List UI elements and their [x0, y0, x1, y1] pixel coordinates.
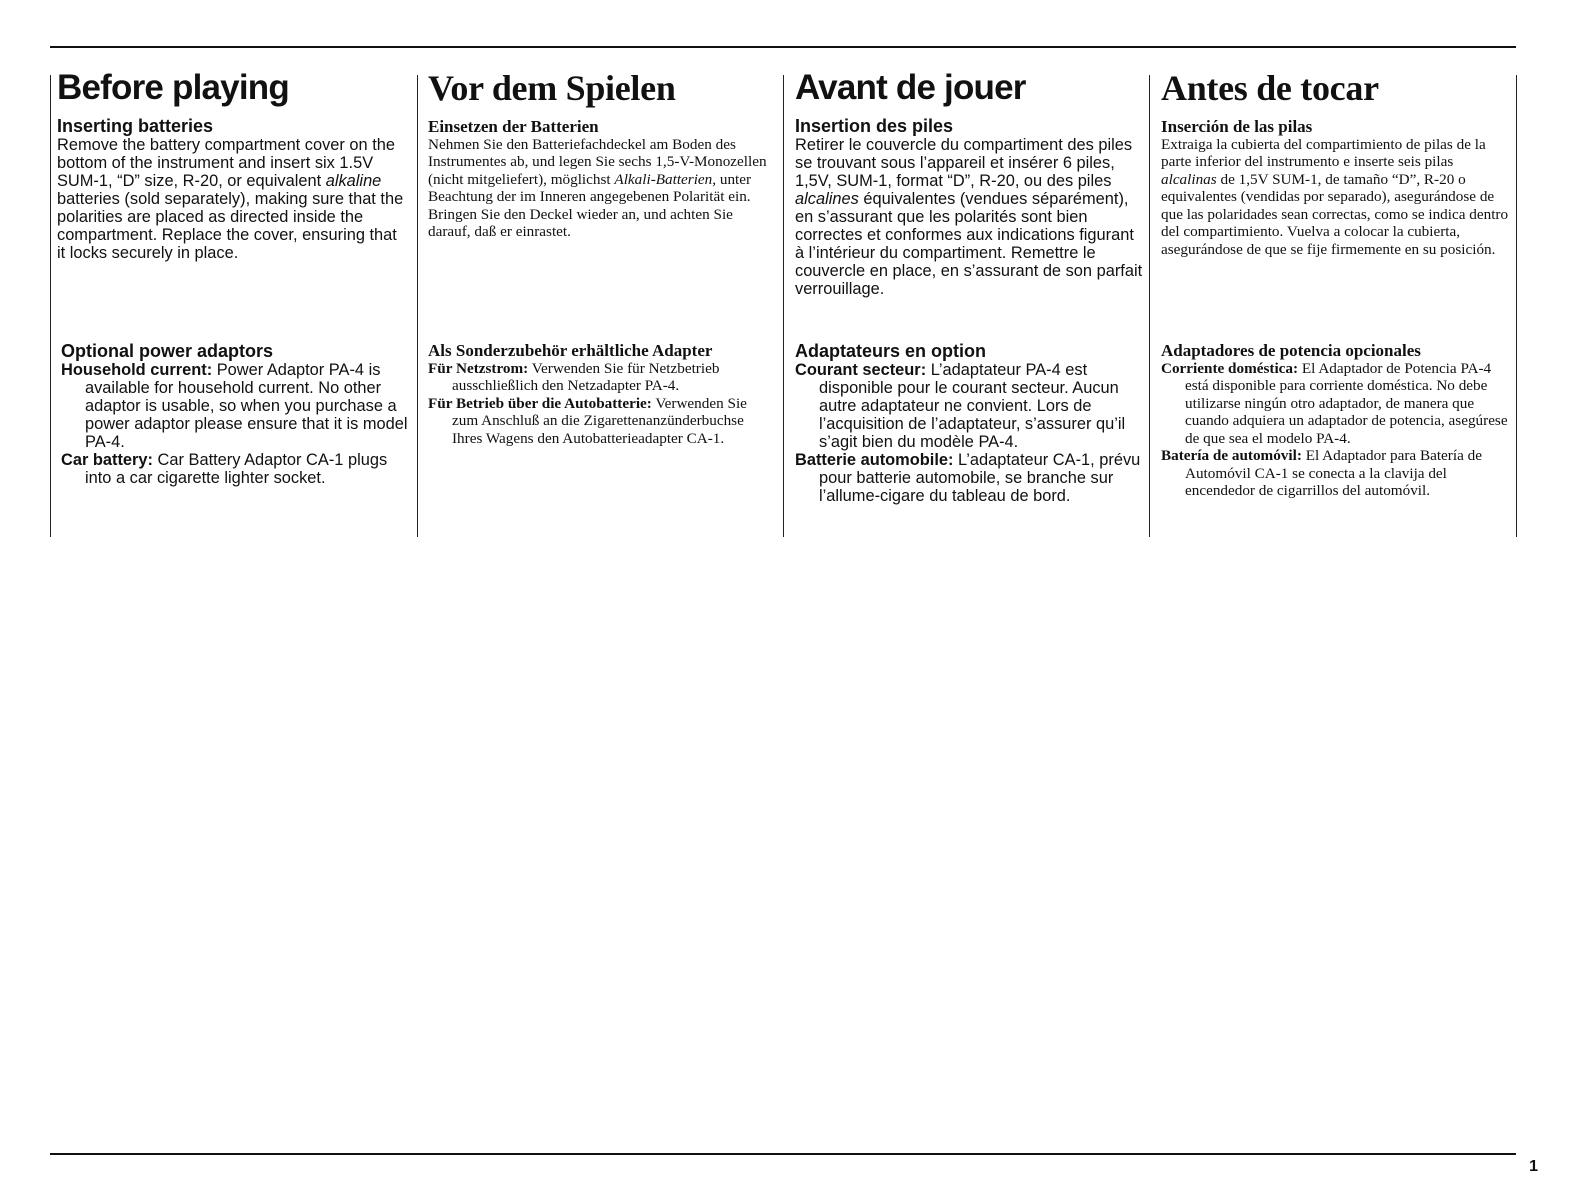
section-heading: Adaptateurs en option [795, 341, 987, 361]
list-item: Courant secteur: L’adaptateur PA-4 est disponible pour le courant secteur. Aucun autre adaptateur ne convient. Lors de l’acquisition de l’adaptateur, s’assurer qu’il s’agit bien du modèle PA-4. [795, 360, 1126, 451]
section-heading: Inserting batteries [57, 116, 214, 136]
column-divider-right-edge [1516, 75, 1517, 537]
section-heading: Als Sonderzubehör erhältliche Adapter [428, 341, 713, 360]
column-title: Vor dem Spielen [428, 68, 676, 108]
optional-adaptors-section [795, 342, 1143, 505]
optional-adaptors-section [428, 342, 776, 447]
column-german [428, 68, 776, 447]
section-heading: Insertion des piles [795, 116, 954, 136]
column-divider-1 [417, 75, 418, 537]
section-heading: Optional power adaptors [61, 341, 274, 361]
column-divider-3 [1149, 75, 1150, 537]
section-body: Nehmen Sie den Batteriefachdeckel am Boden des Instrumentes ab, und legen Sie sechs 1,5-V-Monozellen (nicht mitgeliefert), möglichst Alkali-Batterien, unter Beachtung der im Inneren angegebenen Polarität ein. Bringen Sie den Deckel wieder an, und achten Sie darauf, daß er einrastet. [428, 135, 767, 241]
section-body: Remove the battery compartment cover on the bottom of the instrument and insert six 1.5V SUM-1, “D” size, R-20, or equivalent alkaline batteries (sold separately), making sure that the polarities are placed as directed inside the compartment. Replace the cover, ensuring that it locks securely in place. [57, 135, 404, 262]
column-title: Before playing [57, 68, 289, 107]
list-item: Batería de automóvil: El Adaptador para Batería de Automóvil CA-1 se conecta a la clavija del encendedor de cigarrillos del automóvil. [1161, 447, 1482, 500]
column-french [795, 68, 1143, 505]
list-item: Batterie automobile: L’adaptateur CA-1, prévu pour batterie automobile, se branche sur l’allume-cigare du tableau de bord. [795, 450, 1141, 505]
page-number: 1 [1529, 1158, 1538, 1175]
column-english [57, 68, 409, 487]
column-divider-2 [783, 75, 784, 537]
list-item: Für Betrieb über die Autobatterie: Verwenden Sie zum Anschluß an die Zigarettenanzünderbuchse Ihres Wagens den Autobatterieadapter CA-1. [428, 394, 747, 447]
section-heading: Einsetzen der Batterien [428, 117, 599, 136]
optional-adaptors-section [57, 342, 409, 487]
column-title: Antes de tocar [1161, 68, 1379, 108]
column-divider-left-edge [50, 75, 51, 537]
section-body: Retirer le couvercle du compartiment des piles se trouvant sous l’appareil et insérer 6 piles, 1,5V, SUM-1, format “D”, R-20, ou des piles alcalines équivalentes (vendues séparément), en s’assurant que les polarités sont bien correctes et conformes aux indications figurant à l’intérieur du compartiment. Remettre le couvercle en place, en s’assurant de son parfait verrouillage. [795, 135, 1143, 298]
list-item: Household current: Power Adaptor PA-4 is available for household current. No other adaptor is usable, so when you purchase a power adaptor please ensure that it is model PA-4. [61, 360, 408, 451]
column-title: Avant de jouer [795, 68, 1026, 107]
top-rule [50, 46, 1516, 48]
optional-adaptors-section [1161, 342, 1509, 500]
list-item: Für Netzstrom: Verwenden Sie für Netzbetrieb ausschließlich den Netzadapter PA-4. [428, 359, 720, 395]
column-spanish [1161, 68, 1509, 500]
list-item: Car battery: Car Battery Adaptor CA-1 plugs into a car cigarette lighter socket. [61, 450, 388, 487]
section-heading: Inserción de las pilas [1161, 117, 1313, 136]
list-item: Corriente doméstica: El Adaptador de Potencia PA-4 está disponible para corriente doméstica. No debe utilizarse ningún otro adaptador, de manera que cuando adquiera un adaptador de potencia, asegúrese de que sea el modelo PA-4. [1161, 359, 1508, 447]
bottom-rule [50, 1153, 1516, 1155]
section-body: Extraiga la cubierta del compartimiento de pilas de la parte inferior del instrumento e inserte seis pilas alcalinas de 1,5V SUM-1, de tamaño “D”, R-20 o equivalentes (vendidas por separado), asegurándose de que las polaridades sean correctas, como se indica dentro del compartimiento. Vuelva a colocar la cubierta, asegurándose de que se fije firmemente en su posición. [1161, 135, 1509, 258]
section-heading: Adaptadores de potencia opcionales [1161, 341, 1421, 360]
